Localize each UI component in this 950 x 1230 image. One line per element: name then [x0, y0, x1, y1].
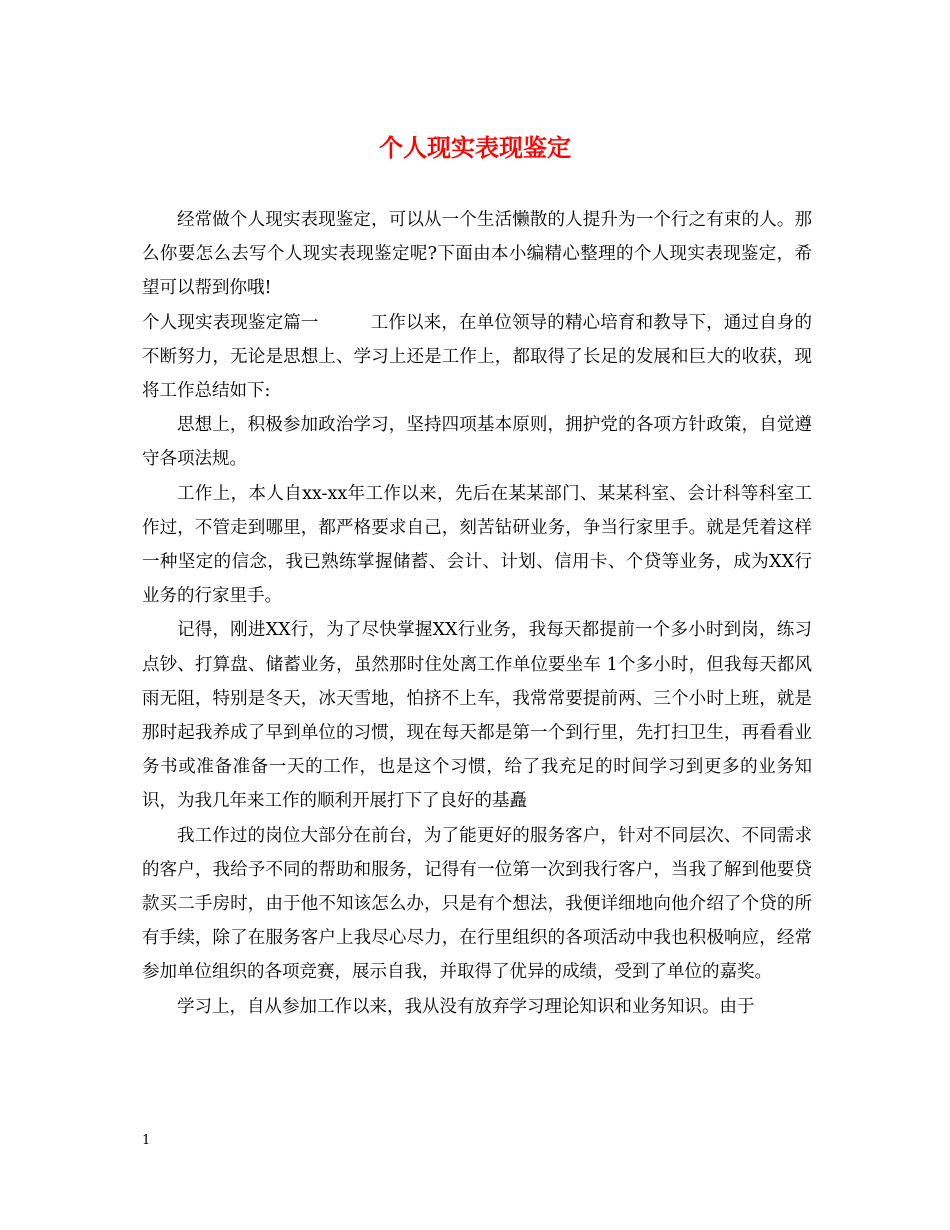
page-number: 1 — [142, 1133, 151, 1148]
work-paragraph: 工作上，本人自xx-xx年工作以来，先后在某某部门、某某科室、会计科等科室工作过，不管走到哪里，都严格要求自己，刻苦钻研业务，争当行家里手。就是凭着这样一种坚定的信念，我已熟练掌握储蓄、会计、计划、信用卡、个贷等业务，成为XX行业务的行家里手。 — [142, 483, 812, 607]
study-paragraph: 学习上，自从参加工作以来，我从没有放弃学习理论知识和业务知识。由于 — [177, 996, 755, 1017]
memory-paragraph: 记得，刚进XX行，为了尽快掌握XX行业务，我每天都提前一个多小时到岗，练习点钞、打算盘、储蓄业务，虽然那时住处离工作单位要坐车 1个多小时，但我每天都风雨无阻，特别是冬天，冰天雪地，怕挤不上车，我常常要提前两、三个小时上班，就是那时起我养成了早到单位的习惯，现在每天都是第一个到行里，先打扫卫生，再看看业务书或准备准备一天的工作，也是这个习惯，给了我充足的时间学习到更多的业务知识，为我几年来工作的顺利开展打下了良好的基矗 — [142, 620, 812, 812]
section-text: 工作以来，在单位领导的精心培育和教导下，通过自身的不断努力，无论是思想上、学习上还是工作上，都取得了长足的发展和巨大的收获，现将工作总结如下: — [142, 312, 813, 402]
section-paragraph — [142, 306, 812, 409]
document-body — [142, 203, 812, 1024]
section-heading: 个人现实表现鉴定篇一 — [142, 312, 319, 333]
document-title: 个人现实表现鉴定 — [379, 133, 571, 162]
intro-paragraph: 经常做个人现实表现鉴定，可以从一个生活懒散的人提升为一个行之有束的人。那么你要怎么去写个人现实表现鉴定呢?下面由本小编精心整理的个人现实表现鉴定，希望可以帮到你哦! — [142, 210, 812, 299]
service-paragraph: 我工作过的岗位大部分在前台，为了能更好的服务客户，针对不同层次、不同需求的客户，我给予不同的帮助和服务，记得有一位第一次到我行客户，当我了解到他要贷款买二手房时，由于他不知该怎么办，只是有个想法，我便详细地向他介绍了个贷的所有手续，除了在服务客户上我尽心尽力，在行里组织的各项活动中我也积极响应，经常参加单位组织的各项竞赛，展示自我，并取得了优异的成绩，受到了单位的嘉奖。 — [142, 825, 812, 983]
thought-paragraph: 思想上，积极参加政治学习，坚持四项基本原则，拥护党的各项方针政策，自觉遵守各项法规。 — [142, 415, 812, 470]
